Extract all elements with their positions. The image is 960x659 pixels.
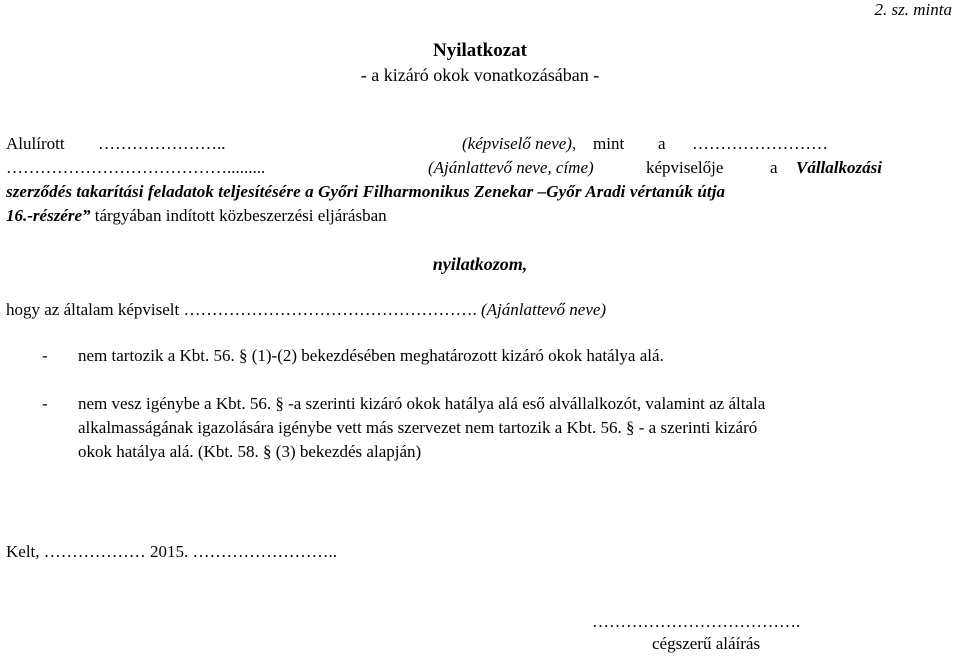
representative-name-blank: …………………..	[98, 134, 226, 153]
intro-a: a	[658, 134, 666, 153]
procurement-text: tárgyában indított közbeszerzési eljárásban	[90, 206, 387, 225]
intro-end-blank: ……………………	[692, 134, 828, 153]
list-item-dash: -	[42, 394, 48, 413]
list-item-dash: -	[42, 346, 48, 365]
sample-label: 2. sz. minta	[874, 0, 952, 19]
intro-kepviseloje: képviselője	[646, 158, 724, 177]
contract-title-start: Vállalkozási	[796, 158, 882, 177]
list-item-subcontractor-line1: nem vesz igénybe a Kbt. 56. § -a szerinti kizáró okok hatálya alá eső alvállalkozót, valamint az általa	[78, 394, 766, 413]
representative-name-hint: (képviselő neve),	[462, 134, 577, 153]
intro-mint: mint	[593, 134, 625, 153]
intro-line4	[6, 206, 387, 226]
represented-bidder-hint: (Ajánlattevő neve)	[476, 300, 607, 319]
intro-a-2: a	[770, 158, 778, 177]
bidder-name-hint: (Ajánlattevő neve, címe)	[428, 158, 594, 177]
date-blank: ……………………..	[192, 542, 338, 561]
date-year: 2015.	[150, 542, 193, 561]
page-title: Nyilatkozat	[433, 40, 527, 61]
represented-bidder-blank: …………………………………………….	[183, 300, 477, 319]
contract-title-middle: szerződés takarítási feladatok teljesítésére a Győri Filharmonikus Zenekar –Győr Aradi vértanúk útja	[6, 182, 726, 201]
place-blank: ………………	[43, 542, 151, 561]
statement-line	[6, 300, 606, 320]
contract-title-end: 16.-részére”	[6, 206, 91, 225]
signature-label: cégszerű aláírás	[652, 634, 761, 653]
intro-alulirott: Alulírott	[6, 134, 65, 153]
date-label: Kelt,	[6, 542, 44, 561]
statement-prefix: hogy az általam képviselt	[6, 300, 184, 319]
list-item-subcontractor-line2: alkalmasságának igazolására igénybe vett más szervezet nem tartozik a Kbt. 56. § - a szerinti kizáró	[78, 418, 758, 437]
bidder-name-blank: ………………………………….........	[6, 158, 266, 177]
date-line	[6, 542, 337, 562]
list-item-exclusion: nem tartozik a Kbt. 56. § (1)-(2) bekezdésében meghatározott kizáró okok hatálya alá.	[78, 346, 664, 365]
declaration-heading: nyilatkozom,	[432, 254, 528, 274]
page-subtitle: - a kizáró okok vonatkozásában -	[360, 65, 600, 85]
signature-blank: ……………………………….	[592, 612, 801, 631]
list-item-subcontractor-line3: okok hatálya alá. (Kbt. 58. § (3) bekezdés alapján)	[78, 442, 422, 461]
